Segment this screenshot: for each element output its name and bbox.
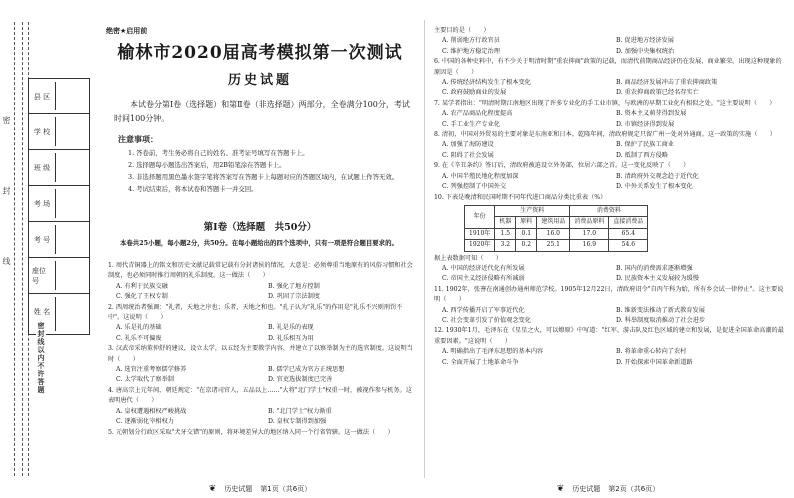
option-item: B. "北门学士"权力渐重 [268,407,332,415]
question-stem: 11. 1902年，张謇在南通创办通州师范学校。1905年12月22日，清政府诏令"自丙午科为始，所有乡会试一律停止"。这主要说明（ ） [434,285,784,304]
question-options [434,264,784,285]
option-item: A. 中国半殖民地化程度加深 [442,172,519,180]
option-item: A. 皇权遭遇相权严峻挑战 [116,407,187,415]
field-exam-number [28,222,90,258]
table-cell: 25.1 [537,240,570,251]
field-label: 座位号 [32,267,46,285]
option-item: D. 民族资本主义发展较为缓慢 [616,275,699,283]
table-cell: 0.1 [516,228,537,239]
field-input[interactable] [55,261,86,290]
table-cell: 0.2 [516,240,537,251]
question-options [108,407,414,428]
option-item: C. 强化了王权专制 [116,293,168,301]
table-header-row [465,205,648,216]
seal-line-label: 密 封 线 [2,116,11,296]
option-item: D. 巩固了宗法制度 [268,293,320,301]
student-info-fields [28,78,90,335]
question-list [108,261,414,438]
table-header: 消费资料 [570,205,648,216]
option-item: B. 礼是乐的表现 [268,324,314,332]
option-item: A. 加强了海防建设 [442,141,494,149]
option-item: B. 国内的消费需求逐渐增强 [616,264,693,272]
question-stem: 3. 汉武帝采纳董仲舒的建议，设立太学，以五经为主要教学内容，并建立了以察举制为主的选官制度。这说明当时（ ） [108,345,413,363]
note-item: 4. 考试结束后，将本试卷和答题卡一并交回。 [128,185,258,193]
table-cell: 16.9 [570,240,609,251]
note-item: 1. 答卷前，考生务必将自己的姓名、准考证号填写在答题卡上。 [128,149,309,157]
option-item: D. 礼乐相互为用 [268,334,314,342]
table-row [465,240,648,251]
exam-page-1 [100,0,420,498]
table-subheader: 机器 [495,217,516,228]
table-cell: 65.4 [609,228,648,239]
option-item: B. 将革命重心转向了农村 [616,348,687,356]
question-options [108,365,414,386]
option-item: C. 手工业生产专业化 [442,120,500,128]
option-item: D. 开始探索中国革命新道路 [616,358,693,366]
option-item: D. 皇权专制得到加强 [268,418,327,426]
table-cell: 1920年 [465,240,495,251]
table-cell: 3.2 [495,240,516,251]
option-item: C. 太学取代了察举制 [116,376,174,384]
option-item: C. 礼乐不可偏废 [116,334,162,342]
question-options [434,36,784,57]
question-stem: 2. 西周统治者强调："礼者，天地之序也；乐者，天地之和也。"孔子认为"礼乐"的作用是"礼乐不兴则刑罚不中"。这说明（ ） [108,303,403,322]
field-input[interactable] [55,297,86,331]
option-item: D. 中外关系发生了根本变化 [616,183,693,191]
binding-strip [0,0,96,498]
table-subheader: 消费品原料 [570,217,609,228]
footer-logo-icon: ❦ [556,484,565,494]
question-options [108,323,414,344]
table-row [465,228,648,239]
option-item: D. 官吏选拔制度已完善 [268,376,333,384]
page-divider [424,20,425,478]
table-cell: 54.6 [609,240,648,251]
option-item: C. 维护地方稳定治理 [442,47,500,55]
question-options [108,282,414,303]
question-options [434,306,784,327]
option-item: B. 儒学已成为官方正统思想 [268,366,345,374]
field-county [28,78,90,114]
option-item: A. 西学传播开启了军事近代化 [442,306,525,314]
option-item: B. 商品经济发展冲击了重农抑商政策 [616,79,718,87]
binding-line [14,22,15,476]
field-input[interactable] [55,82,86,110]
option-item: C. 逐渐弱化宰相权力 [116,418,174,426]
field-school [28,114,90,150]
question-stem: 7. 某学者指出："明清时期江南地区出现了许多专业化的手工业市镇，与欧洲的早期工业化有相似之处。"这主要说明（ ） [434,99,776,107]
question-list [434,26,784,368]
option-item: C. 全面开展了土地革命斗争 [442,358,519,366]
field-input[interactable] [55,189,86,218]
footer-page: 第2页（共6页） [608,485,660,493]
field-class [28,150,90,186]
table-cell: 1.5 [495,228,516,239]
option-item: D. 抵制了西方侵略 [616,151,668,159]
field-input[interactable] [55,225,86,254]
field-room [28,186,90,222]
question-stem: 据上表数据可知（ ） [434,254,503,262]
option-item: A. 中国的经济近代化有所发展 [442,264,525,272]
question-stem: 5. 元朝划分行政区采取"犬牙交错"的原则，将环境差异大的地区纳入同一个行省管辖。这一做法（ ） [108,428,394,436]
option-item: C. 帝国主义经济侵略有所减弱 [442,275,525,283]
question-options [434,78,784,99]
footer-logo-icon: ❦ [208,484,217,494]
option-item: C. 阻碍了社会发展 [442,151,494,159]
table-subheader: 建筑用品 [537,217,570,228]
option-item: D. 市镇经济得到发展 [616,120,675,128]
question-stem: 8. 清初，中国对外贸易的主要对象是东南亚和日本。乾隆年间，清政府规定只留广州一处对外通商。这一政策的实施（ ） [434,131,776,139]
question-stem: 12. 1930年1月，毛泽东在《星星之火，可以燎原》中写道："红军、游击队及红色区域的建立和发展，是促进全国革命高潮的最重要因素。"这说明（ ） [434,327,784,345]
footer-label: 历史试题 [224,485,253,493]
field-label: 班 级 [33,164,51,172]
note-item: 3. 非选择题用黑色墨水签字笔将答案写在答题卡上每题对应的答题区域内，在试题上作答无效。 [128,173,399,181]
question-stem: 4. 唐高宗上元年间，朝廷规定："在京诸司官人，五品以上……"大将"北门学士"权重一时，被视作参与机务。这表明唐代（ ） [108,386,412,405]
option-item: B. 保护了民族工商业 [616,141,674,149]
field-label: 姓 名 [33,308,51,316]
exam-title: 榆林市2020届高考模拟第一次测试 [117,43,403,63]
question-stem: 10. 下表是晚清和民国时期不同年代进口商品分类比重表（%） [434,193,607,201]
table-cell: 16.0 [537,228,570,239]
table-cell: 1910年 [465,228,495,239]
page-footer [428,484,788,494]
secret-mark: 绝密★启用前 [106,27,148,35]
option-item: D. 重农抑商政策已经名存实亡 [616,89,699,97]
option-item: B. 强化了地方控制 [268,282,320,290]
option-item: A. 传统经济结构发生了根本变化 [442,79,531,87]
option-item: D. 科举制度取消推动了社会进步 [616,316,706,324]
field-input[interactable] [55,153,86,182]
section-heading: 第Ⅰ卷（选择题 共50分） [203,222,317,233]
page-footer [100,484,420,494]
option-item: B. 资本主义萌芽得到发展 [616,110,687,118]
footer-label: 历史试题 [572,485,601,493]
field-seat [28,258,90,294]
section-instruction: 本卷共25小题，每小题2分，共50分。在每小题给出的四个选项中，只有一项是符合题目要求的。 [120,239,398,247]
option-item: A. 乐是礼的基础 [116,324,162,332]
subject-title: 历史试题 [227,73,292,88]
footer-page: 第1页（共6页） [260,485,312,493]
option-item: C. 社会变革引发了价值观念变化 [442,316,531,324]
note-item: 2. 选择题每小题选出答案后，用2B铅笔涂在答题卡上。 [128,161,286,169]
notes-list [128,147,410,195]
option-item: B. 促进地方经济发展 [616,37,674,45]
field-label: 学 校 [33,128,51,136]
table-cell: 17.0 [570,228,609,239]
option-item: A. 有利于民族交融 [116,282,168,290]
question-stem: 1. 周代青铜器上的铭文和历史文献记载常记载有分封诸侯的情况，大意是：必须尊重当地原有的风俗习惯和社会制度，也必须同时推行周朝的礼乐制度。这一做法（ ） [108,262,413,280]
field-label: 县 区 [33,93,51,101]
field-label: 考 号 [33,236,51,244]
binding-line [22,22,23,476]
option-item: C. 列强控制了中国外交 [442,183,507,191]
option-item: D. 加强中央集权统治 [616,47,675,55]
exam-page-2 [428,0,788,498]
table-subheader: 原料 [516,217,537,228]
table-header: 生产资料 [495,205,570,216]
option-item: A. 削弱地方行政官员 [442,37,500,45]
option-item: C. 政府鼓励商业的发展 [442,89,507,97]
question-stem: 9. 在《辛丑条约》签订后，清政府被迫设立外务部，位居六部之首。这一变化反映了（ ） [434,162,690,170]
exam-intro: 本试卷分第Ⅰ卷（选择题）和第Ⅱ卷（非选择题）两部分，全卷满分100分，考试时间100分钟。 [114,100,410,123]
question-options [434,172,784,193]
question-stem: 主要目的是（ ） [434,27,490,34]
option-item: A. 农产品商品化程度提高 [442,110,513,118]
option-item: B. 维新变法推动了新式教育发展 [616,306,705,314]
question-options [434,140,784,161]
question-options [434,109,784,130]
field-label: 考 场 [33,200,51,208]
no-answer-warning: 密封线以内不许答题 [37,322,45,394]
table-header: 年份 [465,205,495,228]
table-subheader: 直接消费品 [609,217,648,228]
notes-title: 注意事项： [118,134,158,144]
option-item: A. 选官注重考察儒学修养 [116,366,187,374]
option-item: A. 明确指出了毛泽东思想的基本内容 [442,348,544,356]
import-ratio-table [464,205,648,252]
field-input[interactable] [55,117,86,146]
question-stem: 6. 中国的各种史料中，有不少关于明清时期"重农抑商"政策的记载，而清代前期商品经济仍在发展，商业繁荣。出现这种现象的原因是（ ） [434,58,782,76]
question-options [434,347,784,368]
option-item: B. 清政府外交观念趋于近代化 [616,172,699,180]
